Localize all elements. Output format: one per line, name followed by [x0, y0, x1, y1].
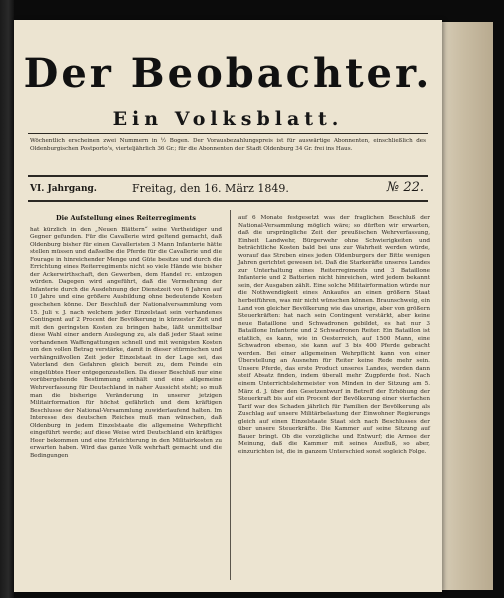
newspaper-page [14, 20, 442, 592]
masthead-title: Der Beobachter. [23, 50, 433, 97]
masthead-subtitle: Ein Volksblatt. [112, 108, 344, 130]
article-column-right [238, 215, 430, 457]
article-column-left [30, 215, 222, 461]
dateline [28, 177, 428, 199]
issue-number: № 22. [386, 180, 424, 195]
book-binding [0, 0, 14, 598]
article-body-right: auf 6 Monate festgesetzt was der fraglichen Beschluß der National-Versammlung möglich wäre; so dürften wir erwarten, daß die ursprüngliche Zeit der preußischen Wehrverfassung, Einheit Landwehr, Bürgerwehr ohne Schwierigkeiten und beträchtliche Kosten bald bei uns zur Wahrheit werden würde, worauf das Streben eines jeden Oldenburgers der Bitte wenigen Jahren gerichtet gewesen ist. Daß die Starkeräfte unseres Landes zur Unterhaltung eines Reiterregiments und 3 Bataillone Infanterie und 2 Batterien nicht hinreichen, wird jedem bekannt sein, der Ausgaben zählt. Eine solche Militairformation würde nur die Nothwendigkeit eines Ankaufes an einen größern Staat herbeiführen, was mir nicht wünschen können. Braunschweig, ein Land von gleicher Bevölkerung wie das unsrige, aber von größern Steuerkräften: hat nach sein Contingent verstärkt, aber keine neue Bataillone und Schwadronen gebildet, es hat nur 3 Bataillone Infanterie und 2 Schwadronen Reiter. Ein Bataillon ist etatlich, es kann, wie in Oesterreich, auf 1500 Mann, eine Schwadron ebenso, sie kann auf 3 bis 400 Pferde gebracht werden. Bei einer allgemeinen Wehrpflicht kann von einer Überstellung an Ausnehm für Reiter keine Rede mehr sein. Unsere Pferde, das erste Product unseres Landes, werden dann steif Absatz finden, indem überall mehr Zugpferde fest. Nach einem Unterrichtslehrmeister von Minden in der Sitzung am 5. März d. J. über den Gesetzentwurf in Betreff der Erhöhung der Steuerkraft bis auf ein Procent der Bevölkerung einer vierfachen Tarif war des Schaden jährlich für Familien der Bevölkerung als Zuschlag auf unsere Militärbelastung der Einwohner Regierungs gleich auf einen Einzelstaate Staat sich nach Beschlusses der über unsere Steuerkräfte. Die Kammer auf seine Sitzung auf Bauer bringt. Ob die vorzügliche und Entwurf; die Armee der Meinung, daß die Kammer mit seines Ausfluß, so aber, einzurichten ist, die in ganzem Unterschied sonst sogleich Folge. [238, 215, 430, 455]
divider [28, 133, 428, 134]
article-heading: Die Aufstellung eines Reiterregiments [56, 214, 196, 222]
page-stack-edge [436, 22, 493, 590]
subscription-notice: Wöchentlich erscheinen zwei Nummern in ½ Bogen. Der Vorausbezahlungspreis ist für auswärtige Abonnenten, einschließlich des Oldenburgischen Postporto's, vierteljährlich 36 Gr.; für die Abonnenten der Stadt Oldenburg 34 Gr. frei ins Haus. [30, 138, 426, 152]
article-body-left: hat kürzlich in den „Neuen Blättern“ seine Vertheidiger und Gegner gefunden. Für die Cavallerie wird geltend gemacht, daß Oldenburg bisher für einen Cavalleristen 3 Mann Infanterie hätte stellen müssen und daßselbe die Pferde für die Cavallerie und die Fourage in hinreichender Menge und Güte besitze und durch die Errichtung eines Reiterregiments nicht so viele Hände wie bisher der Ackerwirthschaft, den Gewerben, dem Handel rc. entzogen würden. Dagegen wird angeführt, daß die Vermehrung der Infanterie durch die Ausdehnung der Dienstzeit von 6 Jahren auf 10 Jahre und eine größere Ausbildung ohne bedeutende Kosten geschehen könne. Der Beschluß der Nationalversammlung vom 15. Juli v. J. nach welchem jeder Einzelstaat sein verhandenes Contingent auf 2 Procent der Bevölkerung in kürzester Zeit und mit den geringsten Kosten zu bringen habe, läßt unmittelbar diese Wahl einer andern Auslegung zu, als daß jeder Staat seine vorhandenen Waffengattungen schnell und mit wenigsten Kosten um den vollen Betrag verstärke, damit in dieser stürmischen und verhängnißvollen Zeit jeder Einzelstaat in der Lage sei, das Vaterland den Gefahren gleich bereit zu, dem Feinde ein eingelübtes Heer entgegenzustellen. Da dieser Beschluß nur eine vorübergehende Bestimmung enthält und eine allgemeine Wehrverfassung für Deutschland in naher Aussicht steht; so muß man die bisherige Veränderung in unserer jetzigen Militairformation für höchst gefährlich und dem kräftigen Beschlusse der National-Versammlung zuwiderlaufend halten. Im Interesse des deutschen Reiches muß man wünschen, daß Oldenburg in jedem Einzelstaate die allgemeine Wehrpflicht eingeführt werde; auf diese Weise wird Deutschland ein kräftiges Heer bekommen und eine Erleichterung in den Militairkosten zu erwarten haben. Wird das ganze Volk wehrhaft gemacht und die Bedingungen [30, 226, 222, 459]
column-divider [230, 210, 231, 580]
issue-date: Freitag, den 16. März 1849. [132, 182, 289, 195]
divider [28, 200, 428, 202]
volume-label: VI. Jahrgang. [30, 184, 97, 194]
